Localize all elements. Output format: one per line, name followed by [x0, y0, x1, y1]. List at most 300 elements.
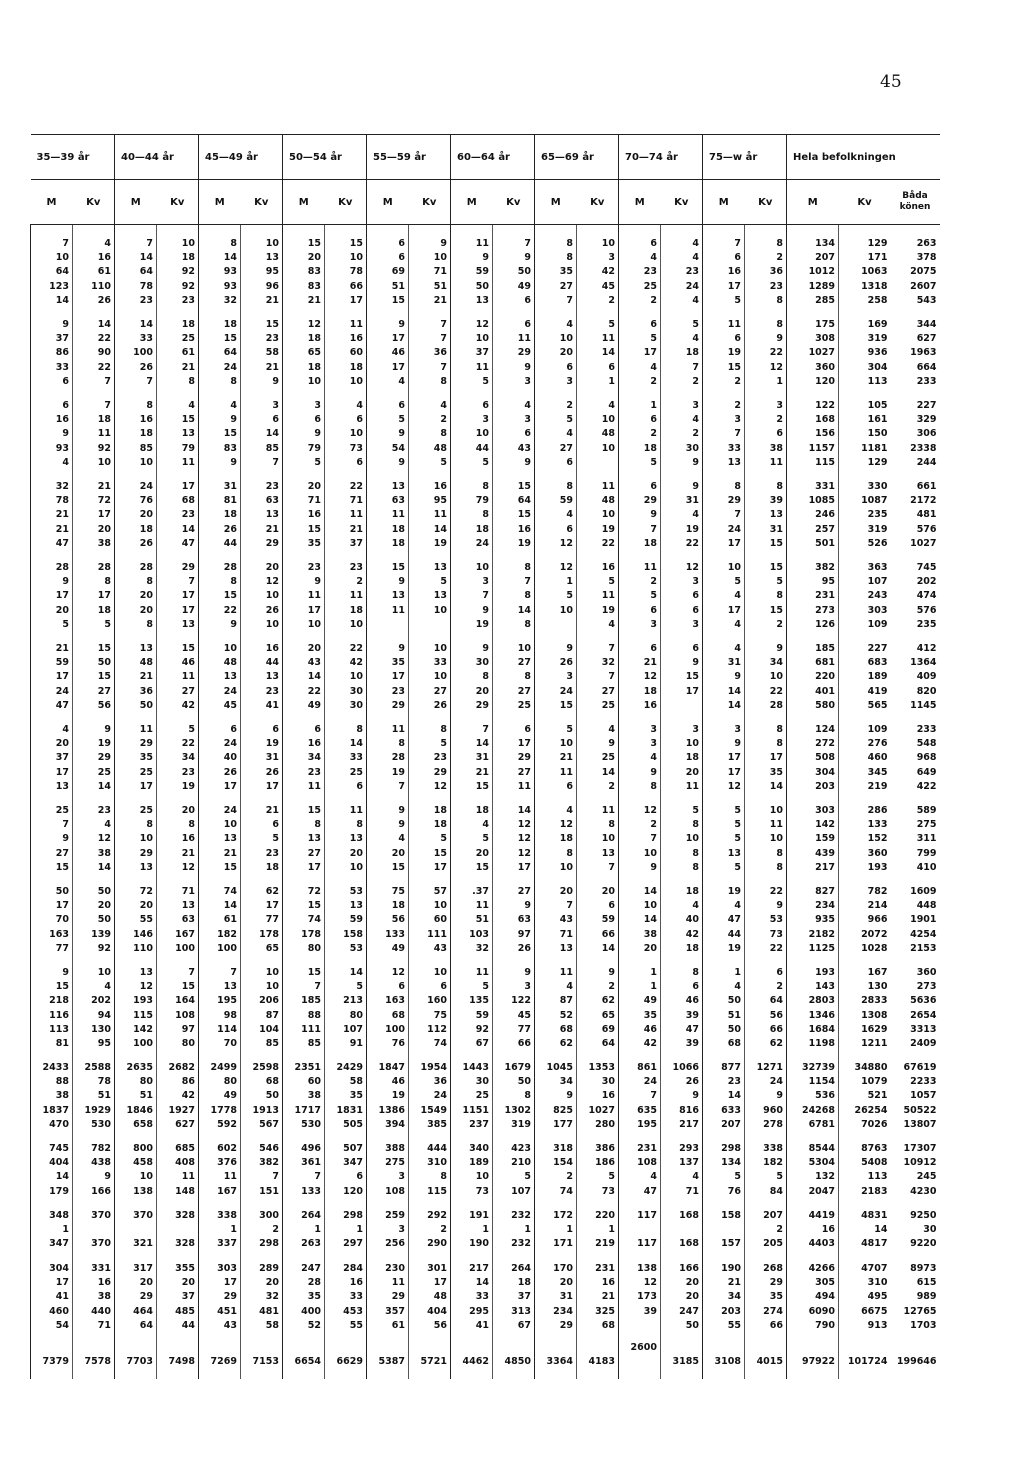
value-cell: 24 — [769, 1076, 784, 1088]
value-cell: 3 — [734, 414, 741, 426]
value-cell: 5 — [524, 1171, 531, 1183]
value-cell: 6 — [398, 238, 405, 249]
value-cell: 172 — [553, 1210, 573, 1221]
value-cell: 13 — [223, 981, 237, 993]
value-cell: 21 — [223, 847, 237, 859]
value-cell: 53 — [769, 914, 784, 926]
value-block — [703, 480, 741, 561]
value-cell: 5 — [356, 981, 363, 993]
value-block — [493, 1262, 531, 1343]
value-cell: 247 — [301, 1263, 321, 1274]
value-cell: 745 — [916, 562, 937, 573]
value-cell: 264 — [511, 1263, 531, 1274]
value-cell: 3 — [650, 618, 657, 630]
value-cell: 71 — [97, 1319, 111, 1331]
value-cell: 20 — [97, 523, 111, 535]
value-cell: 15 — [223, 590, 237, 602]
value-cell: 24268 — [801, 1104, 836, 1116]
value-cell: 5 — [482, 456, 489, 468]
value-cell: 17 — [265, 900, 279, 912]
value-cell: 2183 — [861, 1185, 888, 1197]
value-cell: 15 — [223, 861, 237, 873]
value-cell: 25 — [643, 280, 657, 292]
value-cell: 298 — [343, 1210, 363, 1221]
value-cell: 12 — [139, 981, 153, 993]
value-cell: 14 — [223, 900, 237, 912]
value-cell: 62 — [769, 1038, 784, 1050]
value-cell: 10 — [601, 414, 615, 426]
value-block — [535, 480, 573, 561]
value-cell: 15 — [307, 523, 321, 535]
value-cell: 22 — [97, 361, 111, 373]
value-cell: 4 — [734, 618, 741, 630]
value-cell: 5 — [314, 456, 321, 468]
value-cell: 52 — [307, 1319, 321, 1331]
value-cell: 73 — [601, 1185, 615, 1197]
value-cell: 306 — [916, 428, 937, 440]
value-cell: 10 — [139, 833, 153, 845]
value-cell: 615 — [916, 1277, 937, 1289]
value-cell — [661, 699, 699, 713]
value-cell: 14 — [181, 523, 195, 535]
value-cell: 186 — [595, 1157, 615, 1169]
value-cell: 501 — [815, 537, 836, 549]
value-block — [199, 885, 237, 966]
value-block — [31, 1142, 69, 1209]
value-block — [409, 1061, 447, 1142]
value-cell: 5 — [776, 576, 784, 588]
value-cell: 173 — [637, 1291, 657, 1303]
value-cell: 59 — [559, 495, 573, 507]
value-cell: 233 — [916, 724, 937, 735]
value-cell: 15 — [223, 333, 237, 345]
value-block — [839, 1061, 888, 1142]
value-cell: 2803 — [808, 995, 836, 1007]
age-group-header: 60—64 år — [451, 135, 535, 180]
value-cell: 360 — [867, 847, 888, 859]
value-cell: 205 — [763, 1238, 784, 1250]
value-block — [661, 642, 699, 723]
value-cell: 4 — [650, 1171, 657, 1183]
value-cell: 83 — [307, 266, 321, 278]
total-cell: 2600 — [630, 1342, 657, 1353]
value-cell: 59 — [601, 914, 615, 926]
value-cell: 80 — [181, 1038, 195, 1050]
value-cell: 37 — [181, 1291, 195, 1303]
value-cell: 178 — [259, 928, 279, 940]
value-block — [409, 1142, 447, 1209]
value-block — [493, 237, 531, 318]
value-cell: 9 — [692, 456, 699, 468]
value-cell: 4 — [608, 400, 615, 411]
value-cell: 14 — [97, 861, 111, 873]
value-cell — [367, 618, 405, 632]
value-cell: 38 — [307, 1090, 321, 1102]
value-cell: 39 — [643, 1305, 657, 1317]
female-header: Kv — [493, 180, 535, 225]
value-cell: 51 — [391, 280, 405, 292]
value-block — [325, 1142, 363, 1209]
value-block — [115, 804, 153, 885]
value-cell: 13 — [265, 509, 279, 521]
value-cell: 20 — [139, 604, 153, 616]
value-cell: 968 — [916, 752, 937, 764]
value-cell: 9250 — [910, 1210, 937, 1221]
value-block — [839, 561, 888, 642]
value-block — [493, 723, 531, 804]
value-cell: 337 — [217, 1238, 237, 1250]
value-cell: 49 — [391, 942, 405, 954]
value-cell: 388 — [385, 1143, 405, 1154]
value-cell: 7 — [398, 780, 405, 792]
value-block — [31, 885, 69, 966]
value-cell: 214 — [867, 900, 888, 912]
value-cell: 5 — [440, 738, 447, 750]
value-cell: 26 — [97, 294, 111, 306]
value-cell: 21 — [475, 766, 489, 778]
value-cell: 20 — [559, 347, 573, 359]
value-cell: 295 — [469, 1305, 489, 1317]
value-cell: 20 — [139, 590, 153, 602]
value-cell: 16 — [139, 414, 153, 426]
value-cell: 1057 — [910, 1090, 937, 1102]
value-cell: 286 — [867, 805, 888, 816]
value-cell: 8 — [482, 481, 489, 492]
value-block — [115, 561, 153, 642]
value-cell: 1 — [230, 1224, 237, 1236]
value-cell: 100 — [133, 1038, 153, 1050]
value-cell: 22 — [307, 685, 321, 697]
value-cell: 6 — [524, 724, 531, 735]
value-cell: 182 — [217, 928, 237, 940]
value-block — [535, 804, 573, 885]
value-cell: 308 — [815, 333, 836, 345]
value-cell: 329 — [916, 414, 937, 426]
value-block — [619, 561, 657, 642]
value-cell: 161 — [867, 414, 888, 426]
value-cell — [157, 1223, 195, 1237]
value-cell: 782 — [867, 886, 888, 897]
value-cell: 30 — [475, 657, 489, 669]
value-cell: 6 — [398, 252, 405, 264]
value-cell: 8 — [314, 819, 321, 831]
value-cell: 129 — [867, 456, 888, 468]
value-cell: 9 — [524, 456, 531, 468]
value-cell: 4 — [356, 400, 363, 411]
value-cell: 23 — [727, 1076, 741, 1088]
value-block — [199, 1061, 237, 1142]
value-cell: 11 — [475, 967, 489, 978]
value-cell: 2 — [566, 1171, 573, 1183]
data-column — [577, 225, 619, 1380]
value-cell: 5 — [566, 724, 573, 735]
value-cell: 18 — [391, 523, 405, 535]
value-cell: 304 — [867, 361, 888, 373]
value-cell: 2351 — [294, 1062, 321, 1073]
value-cell: 347 — [343, 1157, 363, 1169]
value-block — [619, 966, 657, 1061]
value-cell: 72 — [97, 495, 111, 507]
value-cell: 29 — [517, 347, 531, 359]
value-cell: 9 — [566, 643, 573, 654]
value-cell: 48 — [139, 657, 153, 669]
value-cell: 21 — [727, 1277, 741, 1289]
value-block — [367, 723, 405, 804]
value-cell: 521 — [867, 1090, 888, 1102]
value-cell: 97 — [181, 1023, 195, 1035]
value-cell — [577, 456, 615, 470]
value-cell: 27 — [517, 685, 531, 697]
value-cell: 526 — [867, 537, 888, 549]
value-cell: 1302 — [504, 1104, 531, 1116]
value-cell: 14 — [433, 523, 447, 535]
value-block — [787, 318, 835, 399]
value-cell: 195 — [637, 1118, 657, 1130]
value-cell: 124 — [815, 724, 836, 735]
value-cell: 17 — [307, 861, 321, 873]
value-cell: 9 — [230, 618, 237, 630]
value-cell: 122 — [511, 995, 531, 1007]
value-cell: 8 — [776, 738, 784, 750]
value-cell: 592 — [217, 1118, 237, 1130]
value-cell: 47 — [643, 1185, 657, 1197]
value-cell: 2153 — [910, 942, 937, 954]
population-table — [30, 134, 940, 1379]
value-cell: 438 — [91, 1157, 111, 1169]
value-cell: 18 — [349, 361, 363, 373]
value-block — [619, 885, 657, 966]
value-cell: 10 — [517, 643, 531, 654]
value-block — [241, 642, 279, 723]
value-cell: 143 — [815, 981, 836, 993]
value-cell: 16 — [97, 1277, 111, 1289]
total-cell: 5721 — [420, 1356, 447, 1367]
value-cell: 9 — [524, 900, 531, 912]
value-cell: 13 — [727, 847, 741, 859]
value-cell: 46 — [391, 347, 405, 359]
value-cell: 16 — [601, 562, 615, 573]
value-cell: 2 — [776, 981, 784, 993]
value-cell: 17307 — [903, 1143, 937, 1154]
value-cell: 3 — [524, 414, 531, 426]
value-block — [241, 1209, 279, 1262]
value-cell: 10 — [181, 238, 195, 249]
value-cell: 35 — [769, 766, 784, 778]
value-cell: 14 — [643, 886, 657, 897]
value-cell: 2 — [734, 400, 741, 411]
value-cell: 1679 — [504, 1062, 531, 1073]
data-column — [283, 225, 325, 1380]
value-cell: 10 — [601, 833, 615, 845]
value-cell: 6 — [566, 456, 573, 468]
value-cell: 10 — [307, 618, 321, 630]
value-block — [199, 1262, 237, 1343]
value-cell: 280 — [595, 1118, 615, 1130]
value-cell: 627 — [916, 333, 937, 345]
data-column — [325, 225, 367, 1380]
value-block — [325, 723, 363, 804]
female-header: Kv — [73, 180, 115, 225]
value-block — [703, 561, 741, 642]
value-block — [619, 1142, 657, 1209]
value-cell: 44 — [727, 928, 741, 940]
value-cell: 51 — [97, 1090, 111, 1102]
data-column — [535, 225, 577, 1380]
value-cell: 10 — [433, 643, 447, 654]
value-block — [451, 1142, 489, 1209]
value-cell: 17 — [265, 780, 279, 792]
value-cell: 310 — [867, 1277, 888, 1289]
value-cell: 505 — [343, 1118, 363, 1130]
value-cell: 207 — [763, 1210, 784, 1221]
value-block — [31, 1209, 69, 1262]
value-cell: 10 — [769, 671, 784, 683]
value-cell: 45 — [601, 280, 615, 292]
value-cell: 7 — [314, 981, 321, 993]
value-cell: 36 — [139, 685, 153, 697]
value-cell: 23 — [181, 509, 195, 521]
value-block — [115, 1061, 153, 1142]
value-cell: 782 — [91, 1143, 111, 1154]
value-cell: 7 — [524, 576, 531, 588]
value-cell: 8 — [566, 238, 573, 249]
value-cell: 94 — [97, 1009, 111, 1021]
value-cell: 134 — [721, 1157, 741, 1169]
value-cell: 4 — [692, 1171, 699, 1183]
female-header: Kv — [839, 180, 891, 225]
value-cell: 363 — [867, 562, 888, 573]
value-cell — [661, 1223, 699, 1237]
value-cell: 19 — [601, 523, 615, 535]
value-cell: 989 — [916, 1291, 937, 1303]
value-cell: 13 — [265, 252, 279, 264]
value-cell: 8 — [692, 819, 699, 831]
value-block — [157, 1209, 195, 1262]
value-cell: 46 — [643, 1023, 657, 1035]
value-cell: 10 — [685, 833, 699, 845]
total-cell: 6629 — [336, 1356, 363, 1367]
value-cell: 14 — [874, 1224, 888, 1236]
value-cell: 40 — [685, 914, 699, 926]
value-cell: 5 — [734, 861, 741, 873]
age-group-header: 55—59 år — [367, 135, 451, 180]
value-cell: 13 — [475, 294, 489, 306]
value-cell: 26 — [517, 942, 531, 954]
value-block — [891, 723, 937, 804]
value-block — [703, 399, 741, 480]
value-cell: 15 — [55, 981, 69, 993]
value-cell: 9 — [734, 671, 741, 683]
value-cell: 8 — [776, 847, 784, 859]
value-cell: 3 — [482, 414, 489, 426]
value-cell: 627 — [175, 1118, 195, 1130]
value-cell: 67 — [475, 1038, 489, 1050]
value-cell: 47 — [55, 699, 69, 711]
value-cell: 290 — [427, 1238, 447, 1250]
value-cell: 960 — [763, 1104, 784, 1116]
value-block — [367, 804, 405, 885]
value-cell: .37 — [472, 886, 489, 897]
value-cell: 46 — [391, 1076, 405, 1088]
value-cell: 17 — [139, 780, 153, 792]
value-cell: 190 — [721, 1263, 741, 1274]
value-cell: 45 — [517, 1009, 531, 1021]
value-cell: 2429 — [336, 1062, 363, 1073]
value-cell: 1717 — [294, 1104, 321, 1116]
value-block — [839, 399, 888, 480]
value-cell — [73, 1223, 111, 1237]
value-cell: 168 — [679, 1210, 699, 1221]
value-cell: 3 — [692, 618, 699, 630]
value-cell: 50 — [685, 1319, 699, 1331]
value-cell: 1 — [62, 1224, 69, 1236]
value-cell: 5 — [62, 618, 69, 630]
value-cell: 21 — [265, 805, 279, 816]
value-cell: 19 — [727, 942, 741, 954]
value-cell: 5 — [650, 456, 657, 468]
male-header: M — [451, 180, 493, 225]
value-cell: 17 — [517, 738, 531, 750]
value-block — [451, 1209, 489, 1262]
value-block — [451, 237, 489, 318]
value-cell: 14 — [349, 967, 363, 978]
value-cell: 20 — [55, 738, 69, 750]
data-column — [787, 225, 839, 1380]
value-cell: 115 — [133, 1009, 153, 1021]
value-cell: 348 — [49, 1210, 69, 1221]
value-cell: 30 — [475, 1076, 489, 1088]
value-block — [839, 1262, 888, 1343]
value-cell: 63 — [181, 914, 195, 926]
value-cell: 419 — [867, 685, 888, 697]
value-block — [493, 1061, 531, 1142]
value-cell: 23 — [433, 752, 447, 764]
value-cell: 29 — [475, 699, 489, 711]
value-cell: 1 — [566, 1224, 573, 1236]
value-cell: 6 — [356, 414, 363, 426]
value-cell: 191 — [469, 1210, 489, 1221]
data-row — [31, 225, 940, 1380]
value-cell: 3 — [398, 1224, 405, 1236]
value-cell: 4 — [650, 361, 657, 373]
value-cell: 245 — [916, 1171, 937, 1183]
value-cell: 10 — [97, 456, 111, 468]
value-cell: 12 — [181, 861, 195, 873]
value-cell: 100 — [217, 942, 237, 954]
value-cell: 10 — [433, 604, 447, 616]
value-cell: 44 — [223, 537, 237, 549]
value-cell: 1 — [356, 1224, 363, 1236]
value-cell: 10 — [97, 967, 111, 978]
value-block — [73, 1142, 111, 1209]
value-cell: 45 — [223, 699, 237, 711]
value-cell: 9 — [398, 456, 405, 468]
value-cell: 57 — [433, 886, 447, 897]
value-cell: 9 — [650, 766, 657, 778]
value-block — [73, 804, 111, 885]
value-cell: 8 — [650, 780, 657, 792]
value-cell: 1 — [734, 967, 741, 978]
value-cell: 21 — [601, 1291, 615, 1303]
value-block — [577, 1142, 615, 1209]
value-cell: 23 — [97, 805, 111, 816]
value-cell: 2682 — [168, 1062, 195, 1073]
value-cell: 189 — [469, 1157, 489, 1169]
value-cell: 20 — [643, 942, 657, 954]
value-block — [451, 480, 489, 561]
value-cell: 21 — [307, 294, 321, 306]
value-cell: 55 — [139, 914, 153, 926]
